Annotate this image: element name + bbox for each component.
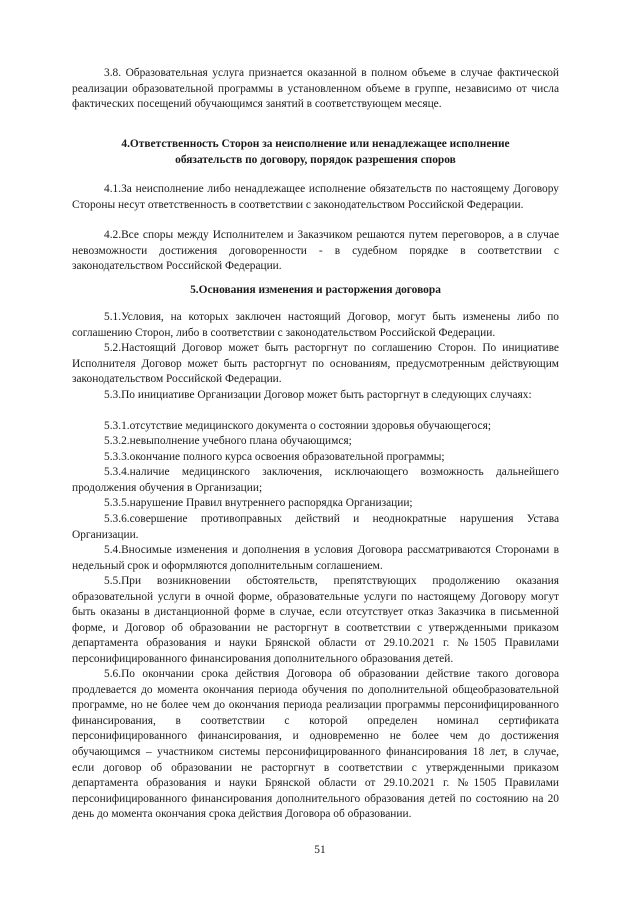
section-4-title-line-1: 4.Ответственность Сторон за неисполнение или ненадлежащее исполнение <box>121 138 510 150</box>
page-number: 51 <box>314 844 326 856</box>
paragraph-5-4: 5.4.Вносимые изменения и дополнения в условия Договора рассматриваются Сторонами в недельный срок и оформляются дополнительным соглашением. <box>72 544 559 572</box>
paragraph-5-5: 5.5.При возникновении обстоятельств, препятствующих продолжению оказания образовательной услуги в очной форме, образовательные услуги по настоящему Договору могут быть оказаны в дистанционной форме в случае, если отсутствует отказ Заказчика в письменной форме, и Договор об образовании не расторгнут в соответствии с утвержденными приказом департамента образования и науки Брянской области от 29.10.2021 г. №1505 Правилами персонифицированного финансирования дополнительного образования детей. <box>72 575 559 665</box>
section-4-title-line-2: обязательств по договору, порядок разрешения споров <box>175 153 456 166</box>
paragraph-5-3-2: 5.3.2.невыполнение учебного плана обучающимся; <box>104 435 352 447</box>
paragraph-5-3-1: 5.3.1.отсутствие медицинского документа о состоянии здоровья обучающегося; <box>104 420 491 432</box>
paragraph-5-3: 5.3.По инициативе Организации Договор может быть расторгнут в следующих случаях: <box>104 389 532 401</box>
section-4-heading <box>72 137 559 168</box>
paragraph-4-2: 4.2.Все споры между Исполнителем и Заказчиком решаются путем переговоров, а в случае невозможности достижения договоренности - в судебном порядке в соответствии с законодательством Российской Федерации. <box>72 229 559 273</box>
paragraph-5-3-6: 5.3.6.совершение противоправных действий и неоднократные нарушения Устава Организации. <box>72 513 559 541</box>
paragraph-5-1: 5.1.Условия, на которых заключен настоящий Договор, могут быть изменены либо по соглашению Сторон, либо в соответствии с законодательством Российской Федерации. <box>72 311 559 339</box>
paragraph-4-1: 4.1.За неисполнение либо ненадлежащее исполнение обязательств по настоящему Договору Стороны несут ответственность в соответствии с законодательством Российской Федерации. <box>72 183 559 211</box>
section-5-heading: 5.Основания изменения и расторжения договора <box>190 284 441 296</box>
paragraph-5-3-3: 5.3.3.окончание полного курса освоения образовательной программы; <box>104 451 445 463</box>
paragraph-3-8: 3.8. Образовательная услуга признается оказанной в полном объеме в случае фактической реализации образовательной программы в установленном объеме в группе, независимо от числа фактических посещений обучающимся занятий в соответствующем месяце. <box>72 67 559 111</box>
paragraph-5-2: 5.2.Настоящий Договор может быть расторгнут по соглашению Сторон. По инициативе Исполнителя Договор может быть расторгнут по основаниям, предусмотренным действующим законодательством Российской Федерации. <box>72 342 559 386</box>
paragraph-5-3-4: 5.3.4.наличие медицинского заключения, исключающего возможность дальнейшего продолжения обучения в Организации; <box>72 466 559 494</box>
paragraph-5-6: 5.6.По окончании срока действия Договора об образовании действие такого договора продлевается до момента окончания периода обучения по дополнительной общеобразовательной программе, но не более чем до окончания периода реализации программы персонифицированного финансирования, в соответствии с которой определен номинал сертификата персонифицированного финансирования, и одновременно не более чем до достижения обучающимся – участником системы персонифицированного финансирования 18 лет, в случае, если договор об образовании не расторгнут в соответствии с утвержденными приказом департамента образования и науки Брянской области от 29.10.2021 г. №1505 Правилами персонифицированного финансирования дополнительного образования детей по состоянию на 20 день до момента окончания срока действия Договора об образовании. <box>72 668 559 821</box>
paragraph-5-3-5: 5.3.5.нарушение Правил внутреннего распорядка Организации; <box>104 497 413 509</box>
